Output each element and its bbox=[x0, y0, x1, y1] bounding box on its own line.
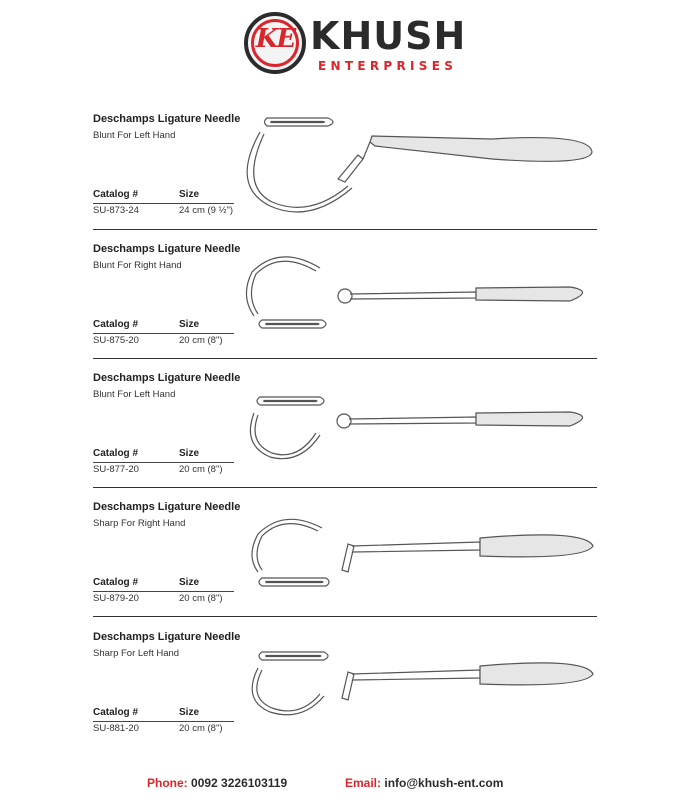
contact-footer bbox=[0, 774, 689, 794]
brand-logo bbox=[244, 12, 467, 78]
product-card bbox=[93, 372, 597, 501]
product-subtitle: Blunt For Right Hand bbox=[93, 260, 182, 271]
spec-divider bbox=[93, 203, 234, 204]
size-header: Size bbox=[179, 577, 200, 588]
catalog-header: Catalog # bbox=[93, 577, 139, 588]
size-value: 20 cm (8") bbox=[179, 723, 223, 734]
product-title: Deschamps Ligature Needle bbox=[93, 113, 241, 125]
spec-divider bbox=[93, 721, 234, 722]
brand-name: KHUSH bbox=[310, 14, 467, 58]
ligature-needle-illustration bbox=[240, 365, 600, 480]
product-card bbox=[93, 243, 597, 372]
product-title: Deschamps Ligature Needle bbox=[93, 631, 241, 643]
catalog-header: Catalog # bbox=[93, 319, 139, 330]
row-divider bbox=[93, 358, 597, 359]
row-divider bbox=[93, 229, 597, 230]
catalog-header: Catalog # bbox=[93, 707, 139, 718]
spec-divider bbox=[93, 462, 234, 463]
email-address[interactable]: info@khush-ent.com bbox=[384, 776, 504, 790]
phone-number[interactable]: 0092 3226103119 bbox=[191, 776, 288, 790]
size-value: 20 cm (8") bbox=[179, 464, 223, 475]
product-title: Deschamps Ligature Needle bbox=[93, 372, 241, 384]
catalog-header: Catalog # bbox=[93, 448, 139, 459]
product-card bbox=[93, 113, 597, 242]
size-value: 20 cm (8") bbox=[179, 335, 223, 346]
size-value: 20 cm (8") bbox=[179, 593, 223, 604]
product-card bbox=[93, 501, 597, 630]
product-subtitle: Sharp For Left Hand bbox=[93, 648, 180, 659]
row-divider bbox=[93, 487, 597, 488]
product-title: Deschamps Ligature Needle bbox=[93, 501, 241, 513]
catalog-number: SU-875-20 bbox=[93, 335, 139, 346]
product-subtitle: Blunt For Left Hand bbox=[93, 389, 176, 400]
email-label: Email: bbox=[345, 776, 382, 790]
product-subtitle: Blunt For Left Hand bbox=[93, 130, 176, 141]
catalog-number: SU-873-24 bbox=[93, 205, 139, 216]
brand-subtitle: ENTERPRISES bbox=[318, 59, 458, 73]
phone-contact bbox=[147, 776, 287, 790]
ligature-needle-illustration bbox=[240, 236, 600, 351]
size-value: 24 cm (9 ½") bbox=[179, 205, 234, 216]
product-subtitle: Sharp For Right Hand bbox=[93, 518, 186, 529]
spec-divider bbox=[93, 591, 234, 592]
catalog-number: SU-877-20 bbox=[93, 464, 139, 475]
ligature-needle-illustration bbox=[240, 106, 600, 221]
size-header: Size bbox=[179, 319, 200, 330]
row-divider bbox=[93, 616, 597, 617]
size-header: Size bbox=[179, 707, 200, 718]
ligature-needle-illustration bbox=[240, 624, 600, 739]
size-header: Size bbox=[179, 189, 200, 200]
product-title: Deschamps Ligature Needle bbox=[93, 243, 241, 255]
email-contact bbox=[345, 776, 503, 790]
catalog-number: SU-881-20 bbox=[93, 723, 139, 734]
size-header: Size bbox=[179, 448, 200, 459]
spec-divider bbox=[93, 333, 234, 334]
catalog-header: Catalog # bbox=[93, 189, 139, 200]
product-card bbox=[93, 631, 597, 760]
ligature-needle-illustration bbox=[240, 494, 600, 609]
phone-label: Phone: bbox=[147, 776, 188, 790]
logo-mark: KE bbox=[255, 24, 295, 54]
catalog-number: SU-879-20 bbox=[93, 593, 139, 604]
